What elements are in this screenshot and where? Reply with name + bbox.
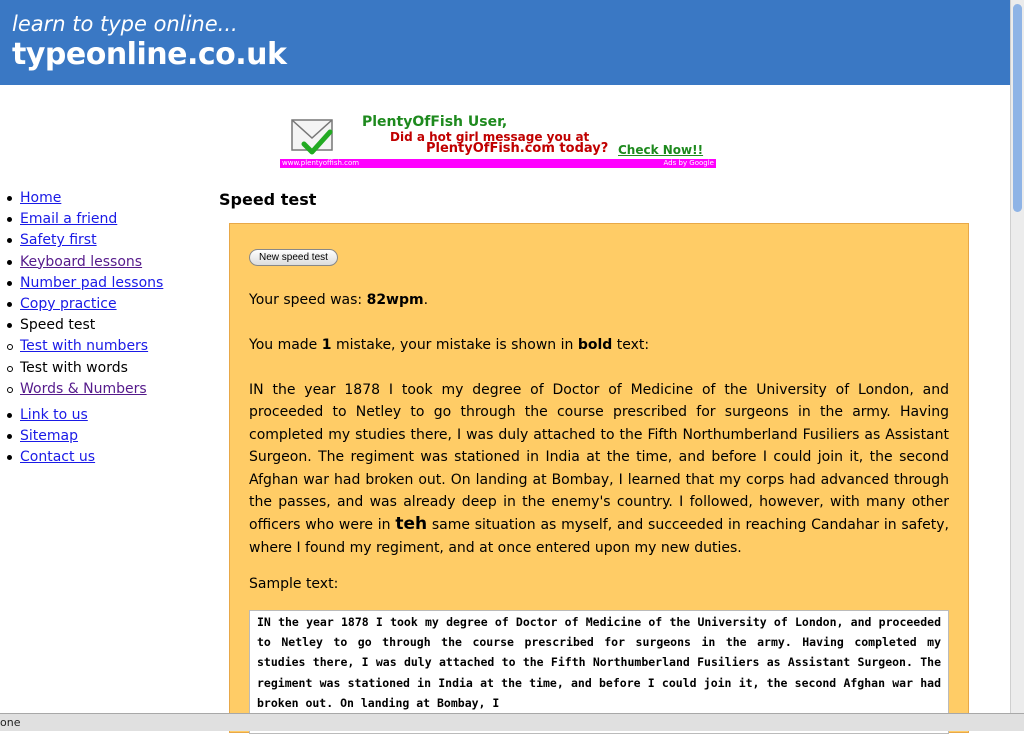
- nav-link-keyboard-lessons[interactable]: Keyboard lessons: [20, 253, 143, 270]
- typed-text-after: same situation as myself, and succeeded in reaching Candahar in safety, where I found my regiment, and at once entered upon my new duties.: [249, 517, 949, 556]
- page-title: Speed test: [219, 190, 317, 209]
- nav-link-copy-practice[interactable]: Copy practice: [20, 295, 117, 312]
- nav-label-speed-test: Speed test: [20, 317, 96, 334]
- site-tagline: learn to type online...: [12, 12, 238, 36]
- vertical-scrollbar[interactable]: [1010, 0, 1024, 713]
- sample-text-box[interactable]: IN the year 1878 I took my degree of Doctor of Medicine of the University of London, and proceeded to Netley to go through the course prescribed for surgeons in the army. Having completed my studies there, I was duly attached to the Fifth Northumberland Fusiliers as Assistant Surgeon. The regiment was stationed in India at the time, and before I could join it, the second Afghan war had broken out. On landing at Bombay, I: [249, 610, 949, 734]
- ad-url[interactable]: www.plentyoffish.com: [282, 159, 360, 167]
- ad-title: PlentyOfFish User,: [362, 114, 508, 130]
- new-speed-test-button[interactable]: New speed test: [249, 249, 338, 266]
- nav-item-test-with-words: [6, 358, 206, 379]
- status-text: one: [0, 716, 21, 729]
- speed-value: 82wpm: [366, 292, 424, 308]
- envelope-icon: [290, 114, 336, 158]
- mistakes-middle: mistake, your mistake is shown in: [331, 337, 578, 353]
- nav-item-link-to-us[interactable]: [6, 405, 206, 426]
- mistakes-count: 1: [321, 337, 332, 353]
- nav-item-sitemap[interactable]: [6, 426, 206, 447]
- nav-link-link-to-us[interactable]: Link to us: [20, 406, 88, 423]
- sidebar-nav: [6, 188, 206, 468]
- ad-strip: [280, 159, 716, 168]
- results-panel: [229, 223, 969, 733]
- scrollbar-thumb[interactable]: [1013, 4, 1022, 212]
- ad-line1: Did a hot girl message you at: [390, 130, 590, 144]
- mistakes-prefix: You made: [249, 337, 322, 353]
- nav-label-test-with-words: Test with words: [20, 359, 128, 376]
- sample-text-label: Sample text:: [249, 576, 339, 592]
- ads-by-google[interactable]: Ads by Google: [663, 159, 714, 167]
- nav-item-safety-first[interactable]: [6, 230, 206, 251]
- nav-item-keyboard-lessons[interactable]: [6, 252, 206, 273]
- typed-text-before: IN the year 1878 I took my degree of Doctor of Medicine of the University of London, and proceeded to Netley to go through the course prescribed for surgeons in the army. Having completed my studies there, I was duly attached to the Fifth Northumberland Fusiliers as Assistant Surgeon. The regiment was stationed in India at the time, and before I could join it, the second Afghan war had broken out. On landing at Bombay, I learned that my corps had advanced through the passes, and was already deep in the enemy's country. I followed, however, with many other officers who were in: [249, 382, 949, 534]
- nav-link-home[interactable]: Home: [20, 190, 62, 206]
- nav-link-test-with-numbers[interactable]: Test with numbers: [20, 338, 149, 355]
- nav-item-copy-practice[interactable]: [6, 294, 206, 315]
- site-header: [0, 0, 1010, 85]
- ad-cta-link[interactable]: Check Now!!: [618, 143, 704, 157]
- nav-item-contact-us[interactable]: [6, 447, 206, 468]
- speed-suffix: .: [423, 292, 429, 308]
- nav-item-speed-test: [6, 315, 206, 336]
- mistakes-summary: [249, 337, 649, 353]
- nav-item-test-with-numbers[interactable]: [6, 336, 206, 357]
- nav-link-words-numbers[interactable]: Words & Numbers: [20, 380, 147, 397]
- nav-link-number-pad-lessons[interactable]: Number pad lessons: [20, 274, 164, 291]
- speed-prefix: Your speed was:: [249, 292, 367, 308]
- mistakes-suffix: text:: [612, 337, 650, 353]
- nav-item-email-a-friend[interactable]: [6, 209, 206, 230]
- nav-item-home[interactable]: [6, 188, 206, 209]
- nav-link-sitemap[interactable]: Sitemap: [20, 428, 78, 445]
- site-name[interactable]: typeonline.co.uk: [12, 37, 287, 72]
- typed-text: [249, 379, 949, 559]
- status-bar: [0, 713, 1024, 731]
- nav-link-safety-first[interactable]: Safety first: [20, 232, 97, 249]
- nav-link-contact-us[interactable]: Contact us: [20, 449, 96, 466]
- ad-banner[interactable]: [280, 110, 716, 168]
- ad-line2: PlentyOfFish.com today?: [426, 141, 609, 156]
- mistakes-bold-word: bold: [577, 337, 613, 353]
- nav-link-email-a-friend[interactable]: Email a friend: [20, 211, 118, 228]
- speed-result: [249, 292, 428, 308]
- nav-item-words-numbers[interactable]: [6, 379, 206, 400]
- typed-text-error: teh: [395, 514, 428, 535]
- nav-item-number-pad-lessons[interactable]: [6, 273, 206, 294]
